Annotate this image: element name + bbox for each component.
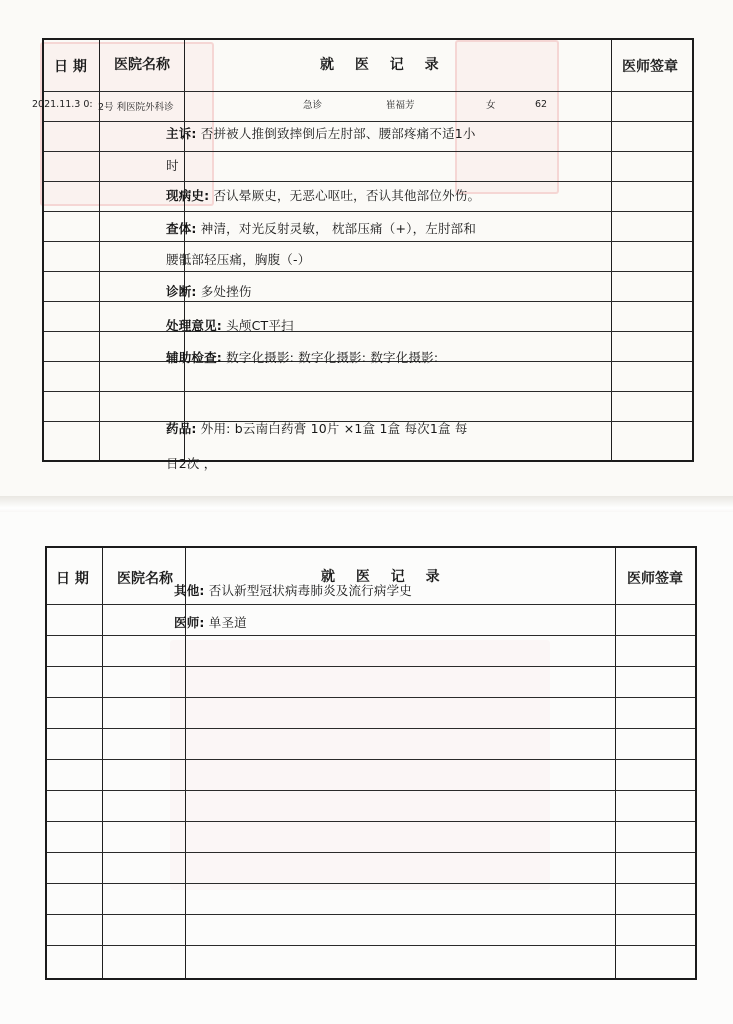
patient-name: 崔福芳 — [386, 100, 415, 111]
header-medical-record: 就 医 记 录 — [320, 57, 447, 73]
header-date: 日 期 — [56, 571, 89, 587]
other-history-line — [174, 581, 412, 599]
medication-continued: 日2次 ， — [166, 456, 217, 471]
other-history-label: 其他: — [174, 583, 205, 598]
header-doctor-signature: 医师签章 — [622, 59, 678, 75]
diagnosis-text: 多处挫伤 — [196, 284, 252, 299]
visit-hospital: 2号 利医院外科诊 — [98, 102, 174, 113]
auxiliary-exam-text: 数字化摄影: 数字化摄影: 数字化摄影: — [222, 350, 439, 365]
treatment-label: 处理意见: — [166, 318, 222, 333]
header-hospital-name: 医院名称 — [114, 57, 170, 73]
header-date: 日 期 — [54, 59, 87, 75]
physical-exam-label: 查体: — [166, 221, 197, 236]
header-medical-record: 就 医 记 录 — [321, 569, 448, 585]
physician-name: 单圣道 — [204, 615, 247, 630]
header-hospital-name: 医院名称 — [117, 571, 173, 587]
physical-exam-continued: 腰骶部轻压痛，胸腹（-） — [166, 252, 311, 267]
treatment-line — [166, 316, 294, 334]
chief-complaint-line — [166, 124, 476, 142]
medication-label: 药品: — [166, 421, 197, 436]
chief-complaint-continued: 时 — [166, 158, 179, 173]
chief-complaint-text: 否拼被人推倒致摔倒后左肘部、腰部疼痛不适1小 — [196, 126, 476, 141]
visit-type: 急诊 — [303, 100, 323, 111]
present-history-text: 否认晕厥史，无恶心呕吐，否认其他部位外伤。 — [209, 188, 481, 203]
physician-line — [174, 613, 247, 631]
diagnosis-line — [166, 282, 252, 300]
medication-line — [166, 419, 468, 437]
visit-date: 2021.11.3 0: — [32, 99, 93, 110]
present-history-label: 现病史: — [166, 188, 210, 203]
medical-record-table-2 — [45, 546, 697, 980]
present-history-line — [166, 186, 480, 204]
auxiliary-exam-label: 辅助检查: — [166, 350, 222, 365]
other-history-text: 否认新型冠状病毒肺炎及流行病学史 — [204, 583, 412, 598]
patient-age: 62 — [535, 99, 548, 110]
physician-label: 医师: — [174, 615, 205, 630]
header-doctor-signature: 医师签章 — [627, 571, 683, 587]
chief-complaint-label: 主诉: — [166, 126, 197, 141]
patient-gender: 女 — [486, 100, 496, 111]
treatment-text: 头颅CT平扫 — [222, 318, 294, 333]
medication-text: 外用: b云南白药膏 10片 ×1盒 1盒 每次1盒 每 — [196, 421, 468, 436]
auxiliary-exam-line — [166, 348, 438, 366]
diagnosis-label: 诊断: — [166, 284, 197, 299]
physical-exam-text: 神清，对光反射灵敏， 枕部压痛（+），左肘部和 — [196, 221, 477, 236]
physical-exam-line — [166, 219, 476, 237]
